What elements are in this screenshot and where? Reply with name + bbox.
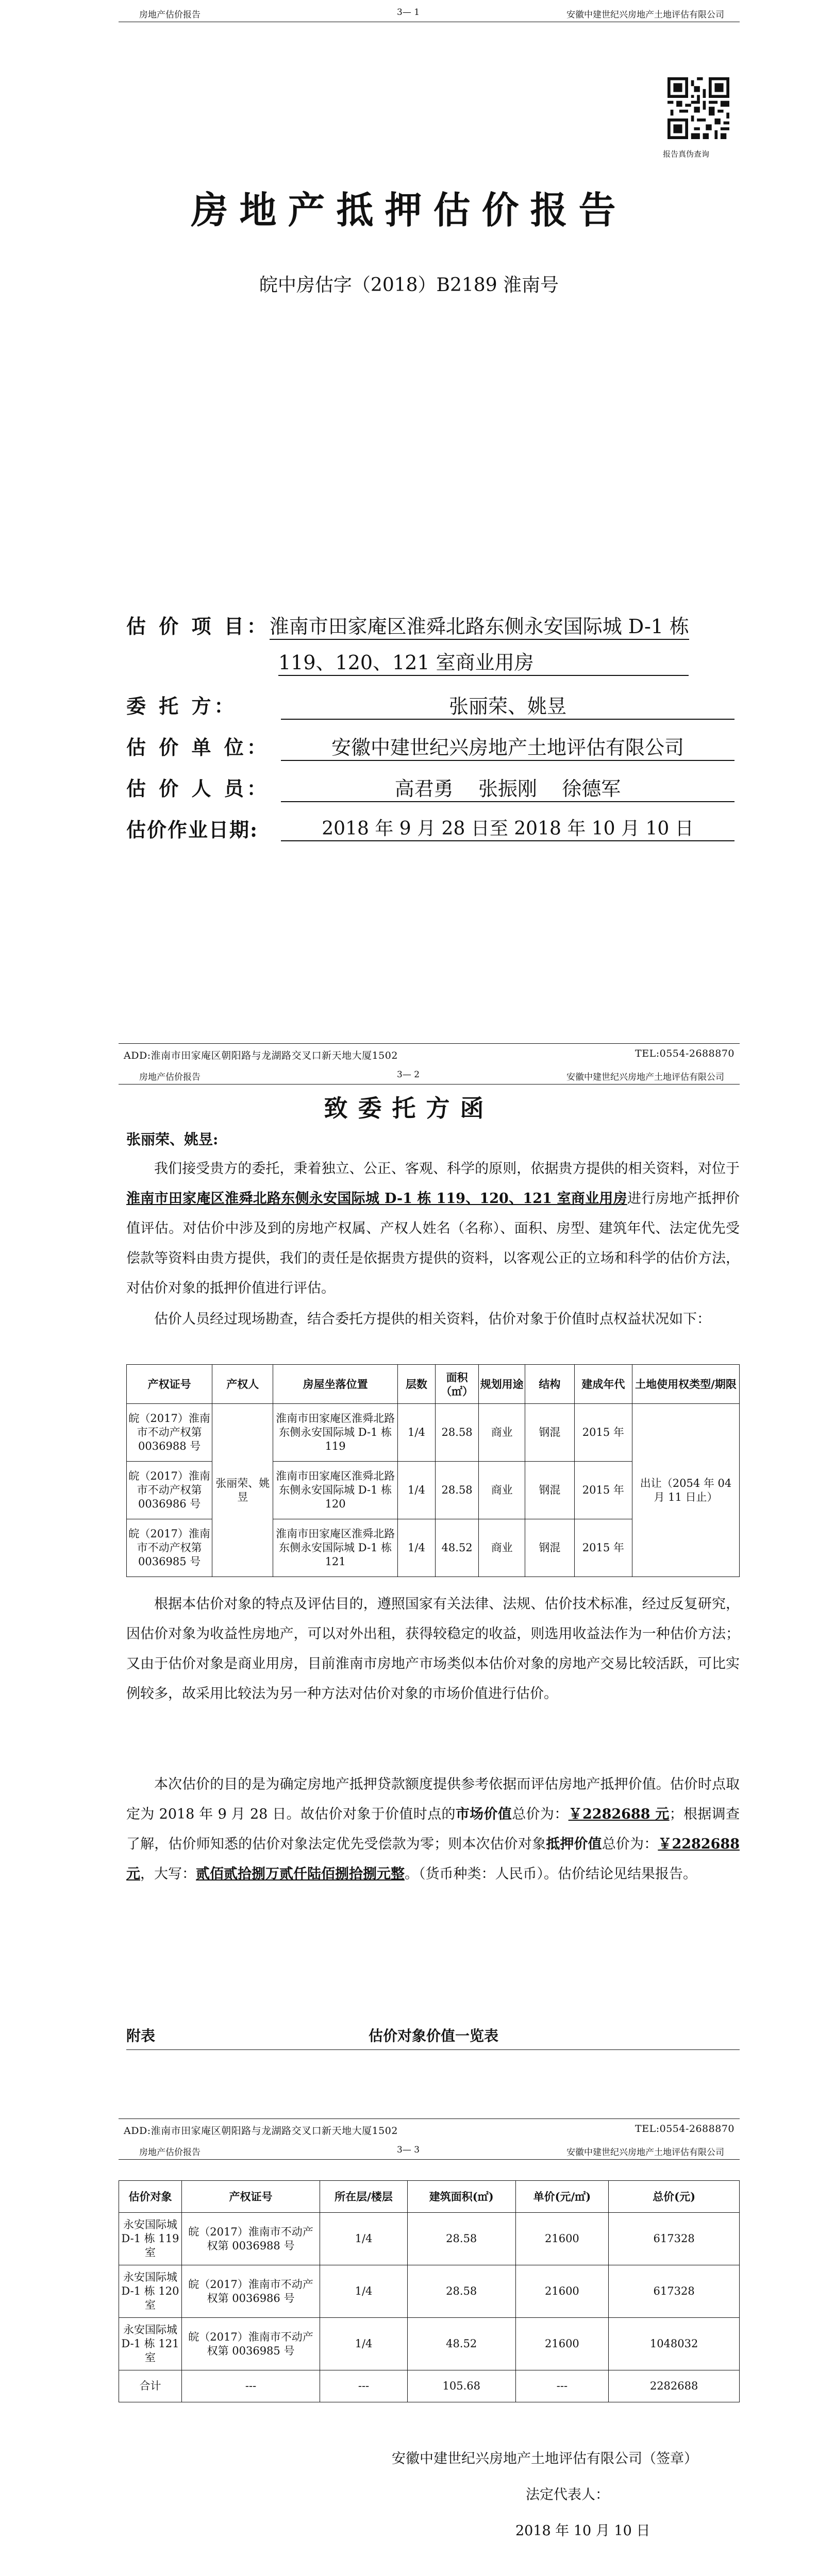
page-header	[119, 2141, 740, 2160]
owner-cell: 张丽荣、姚昱	[212, 1404, 273, 1577]
project-row	[126, 611, 689, 640]
land-use-cell: 出让（2054 年 04 月 11 日止）	[632, 1404, 740, 1577]
header-left: 房地产估价报告	[139, 10, 201, 20]
header-right: 安徽中建世纪兴房地产土地评估有限公司	[566, 10, 724, 20]
letter-paragraph-4: 本次估价的目的是为确定房地产抵押贷款额度提供参考依据而评估房地产抵押价值。估价时点取定为 2018 年 9 月 28 日。故估价对象于价值时点的市场价值总价为：￥2282688 元；根据调查了解，估价师知悉的估价对象法定优先受偿款为零；则本次估价对象抵押价值总价为：￥2282688 元，大写：贰佰贰拾捌万贰仟陆佰捌拾捌元整。（货币种类：人民币）。估价结论见结果报告。	[126, 1776, 740, 1882]
table-row: 皖（2017）淮南市不动产权第 0036988 号 张丽荣、姚昱 淮南市田家庵区淮舜北路东侧永安国际城 D-1 栋 119 1/4 28.58 商业 钢混 2015 年 出让（2054 年 04 月 11 日止）	[127, 1404, 740, 1462]
header-page-number: 3— 1	[397, 7, 420, 18]
appendix-bar	[126, 2025, 740, 2050]
header-right: 安徽中建世纪兴房地产土地评估有限公司	[566, 2147, 724, 2158]
table-total-row: 合计 --- --- 105.68 --- 2282688	[119, 2370, 740, 2402]
appraiser-label: 估 价 单 位：	[126, 736, 270, 759]
appraiser-value: 安徽中建世纪兴房地产土地评估有限公司	[281, 732, 734, 761]
letter-paragraph-2: 估价人员经过现场勘查，结合委托方提供的相关资料，估价对象于价值时点权益状况如下：	[154, 1311, 711, 1327]
header-page-number: 3— 3	[397, 2145, 420, 2155]
letter-paragraph-3: 根据本估价对象的特点及评估目的，遵照国家有关法律、法规、估价技术标准，经过反复研究，因估价对象为收益性房地产，可以对外出租，获得较稳定的收益，则选用收益法作为一种估价方法；又由于估价对象是商业用房，目前淮南市房地产市场类似本估价对象的房地产交易比较活跃，可比实例较多，故采用比较法为另一种方法对估价对象的市场价值进行估价。	[126, 1596, 740, 1702]
table-row: 皖（2017）淮南市不动产权第 0036985 号 淮南市田家庵区淮舜北路东侧永安国际城 D-1 栋 121 1/4 48.52 商业 钢混 2015 年	[127, 1519, 740, 1577]
market-value-label: 市场价值	[455, 1806, 512, 1822]
project-value: 淮南市田家庵区淮舜北路东侧永安国际城 D-1 栋	[270, 611, 689, 640]
project-row-2	[278, 647, 689, 676]
table-row: 永安国际城 D-1 栋 119 室 皖（2017）淮南市不动产权第 0036988 号 1/4 28.58 21600 617328	[119, 2213, 740, 2265]
footer-tel: TEL:0554-2688870	[635, 1048, 734, 1059]
table-row: 永安国际城 D-1 栋 120 室 皖（2017）淮南市不动产权第 0036986 号 1/4 28.58 21600 617328	[119, 2265, 740, 2318]
table-row: 皖（2017）淮南市不动产权第 0036986 号 淮南市田家庵区淮舜北路东侧永安国际城 D-1 栋 120 1/4 28.58 商业 钢混 2015 年	[127, 1462, 740, 1519]
header-page-number: 3— 2	[397, 1070, 420, 1080]
property-address: 淮南市田家庵区淮舜北路东侧永安国际城 D-1 栋 119、120、121 室商业用房	[126, 1191, 627, 1207]
letter-salutation: 张丽荣、姚昱:	[126, 1131, 219, 1148]
mortgage-value-label: 抵押价值	[546, 1836, 602, 1852]
header-right: 安徽中建世纪兴房地产土地评估有限公司	[566, 1072, 724, 1082]
table-row: 永安国际城 D-1 栋 121 室 皖（2017）淮南市不动产权第 0036985 号 1/4 48.52 21600 1048032	[119, 2318, 740, 2370]
page-footer	[119, 2119, 740, 2141]
letter-paragraph-1: 我们接受贵方的委托，秉着独立、公正、客观、科学的原则，依据贵方提供的相关资料，对位于淮南市田家庵区淮舜北路东侧永安国际城 D-1 栋 119、120、121 室商业用房进行房地产抵押价值评估。对估价中涉及到的房地产权属、产权人姓名（名称）、面积、房型、建筑年代、法定优先受偿款等资料由贵方提供，我们的责任是依据贵方提供的资料，以客观公正的立场和科学的估价方法，对估价对象的抵押价值进行评估。	[126, 1161, 740, 1296]
client-row	[126, 690, 237, 719]
signature-representative: 法定代表人：	[526, 2487, 609, 2503]
header-left: 房地产估价报告	[139, 1072, 201, 1082]
letter-title: 致委托方函	[324, 1094, 494, 1122]
client-value: 张丽荣、姚昱	[281, 690, 734, 720]
project-label: 估 价 项 目：	[126, 615, 270, 638]
amount-in-words: 贰佰贰拾捌万贰仟陆佰捌拾捌元整	[196, 1866, 405, 1882]
signature-date: 2018 年 10 月 10 日	[515, 2523, 650, 2539]
table-header-row: 产权证号 产权人 房屋坐落位置 层数 面积（㎡） 规划用途 结构 建成年代 土地使用权类型/期限	[127, 1365, 740, 1404]
market-value-amount: ￥2282688 元	[568, 1806, 670, 1822]
page-header	[119, 1065, 740, 1084]
footer-address: ADD:淮南市田家庵区朝阳路与龙湖路交叉口新天地大厦1502	[124, 1050, 398, 1061]
mortgage-value-amount: ￥2282688 元	[126, 1836, 740, 1882]
property-table	[126, 1364, 740, 1577]
persons-value: 高君勇 张振刚 徐德军	[281, 773, 734, 802]
qr-code-icon	[667, 77, 729, 139]
header-left: 房地产估价报告	[139, 2147, 201, 2158]
footer-address: ADD:淮南市田家庵区朝阳路与龙湖路交叉口新天地大厦1502	[124, 2125, 398, 2137]
table-header-row: 估价对象 产权证号 所在层/楼层 建筑面积(㎡) 单价(元/㎡) 总价(元)	[119, 2181, 740, 2213]
date-row	[126, 814, 258, 842]
page-footer	[119, 1043, 740, 1066]
client-label: 委 托 方：	[126, 694, 237, 718]
appendix-title: 估价对象价值一览表	[369, 2027, 499, 2044]
appraiser-row	[126, 732, 270, 760]
page-header	[119, 3, 740, 22]
project-value-2: 119、120、121 室商业用房	[278, 647, 689, 676]
document-number: 皖中房估字（2018）B2189 淮南号	[259, 275, 559, 296]
valuation-table	[119, 2180, 740, 2402]
date-label: 估价作业日期:	[126, 818, 259, 841]
footer-tel: TEL:0554-2688870	[635, 2123, 734, 2134]
signature-company: 安徽中建世纪兴房地产土地评估有限公司（签章）	[392, 2451, 698, 2467]
persons-row	[126, 773, 270, 801]
qr-caption: 报告真伪查询	[663, 149, 710, 159]
report-title: 房地产抵押估价报告	[191, 188, 627, 232]
date-value: 2018 年 9 月 28 日至 2018 年 10 月 10 日	[281, 814, 734, 841]
persons-label: 估 价 人 员：	[126, 777, 270, 800]
appendix-label: 附表	[126, 2027, 156, 2044]
